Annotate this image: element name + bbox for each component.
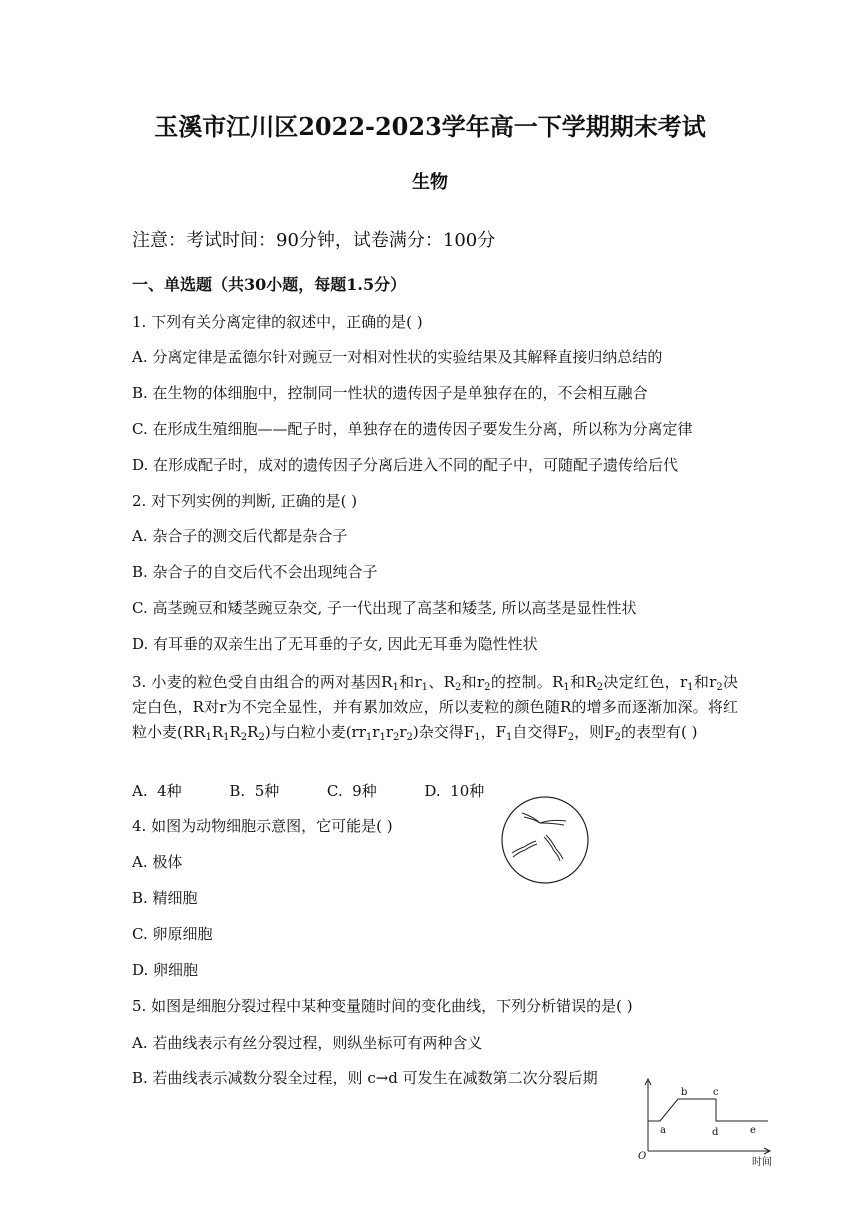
section-title: 一、单选题（共30小题，每题1.5分） xyxy=(132,275,407,294)
q2-option-a: A. 杂合子的测交后代都是杂合子 xyxy=(132,527,348,545)
point-b-label: b xyxy=(681,1087,688,1098)
q3-options: A. 4种 B. 5种 C. 9种 D. 10种 xyxy=(132,782,485,800)
q3-stem: 3. 小麦的粒色受自由组合的两对基因$R_1$和$r_1$、$R_2$和$r_2$的控制。$R_1$和$R_2$决定红色，$r_1$和$r_2$决定白色，R对r为不完全显性，并有累加效应，所以麦粒的颜色随R的增多而逐渐加深。将红粒小麦$(RR_1R_1R_2R_2)$与白粒小麦$(rr_1r_1r_2r_2)$杂交得$F_1$，$F_1$自交得$F_2$，则$F_2$的表型有( ) xyxy=(132,673,739,743)
q4-option-c: C. 卵原细胞 xyxy=(132,925,213,943)
point-c-label: c xyxy=(713,1087,719,1098)
point-e-label: e xyxy=(750,1125,756,1136)
exam-notice: 注意：考试时间：90分钟，试卷满分：100分 xyxy=(132,230,496,251)
q2-stem: 2. 对下列实例的判断, 正确的是( ) xyxy=(132,492,358,510)
q4-option-b: B. 精细胞 xyxy=(132,889,198,907)
exam-subject: 生物 xyxy=(412,172,448,193)
q4-stem: 4. 如图为动物细胞示意图，它可能是( ) xyxy=(132,817,393,835)
point-a-label: a xyxy=(660,1125,666,1136)
origin-label: O xyxy=(638,1151,647,1162)
q1-option-a: A. 分离定律是孟德尔针对豌豆一对相对性状的实验结果及其解释直接归纳总结的 xyxy=(132,348,663,366)
q1-option-c: C. 在形成生殖细胞——配子时，单独存在的遗传因子要发生分离，所以称为分离定律 xyxy=(132,420,693,438)
x-axis-label: 时间 xyxy=(752,1157,772,1168)
cell-membrane xyxy=(502,797,588,883)
q2-option-c: C. 高茎豌豆和矮茎豌豆杂交, 子一代出现了高茎和矮茎, 所以高茎是显性性状 xyxy=(132,599,637,617)
q5-option-b: B. 若曲线表示减数分裂全过程，则 c→d 可发生在减数第二次分裂后期 xyxy=(132,1069,598,1087)
exam-title: 玉溪市江川区2022-2023学年高一下学期期末考试 xyxy=(154,112,706,141)
q1-stem: 1. 下列有关分离定律的叙述中，正确的是( ) xyxy=(132,313,423,331)
q5-option-a: A. 若曲线表示有丝分裂过程，则纵坐标可有两种含义 xyxy=(132,1034,483,1052)
q2-option-d: D. 有耳垂的双亲生出了无耳垂的子女, 因此无耳垂为隐性性状 xyxy=(132,635,538,653)
q4-option-d: D. 卵细胞 xyxy=(132,961,199,979)
chromosome-1 xyxy=(522,813,566,825)
q5-stem: 5. 如图是细胞分裂过程中某种变量随时间的变化曲线，下列分析错误的是( ) xyxy=(132,997,633,1015)
curve-line xyxy=(648,1099,768,1121)
point-d-label: d xyxy=(712,1127,719,1138)
q2-option-b: B. 杂合子的自交后代不会出现纯合子 xyxy=(132,563,378,581)
q1-option-d: D. 在形成配子时，成对的遗传因子分离后进入不同的配子中，可随配子遗传给后代 xyxy=(132,456,679,474)
animal-cell-figure xyxy=(500,795,590,885)
chromosome-2 xyxy=(544,835,563,861)
division-curve-graph xyxy=(630,1075,790,1170)
chromosome-3 xyxy=(512,841,537,857)
q1-option-b: B. 在生物的体细胞中，控制同一性状的遗传因子是单独存在的，不会相互融合 xyxy=(132,384,648,402)
q4-option-a: A. 极体 xyxy=(132,853,183,871)
